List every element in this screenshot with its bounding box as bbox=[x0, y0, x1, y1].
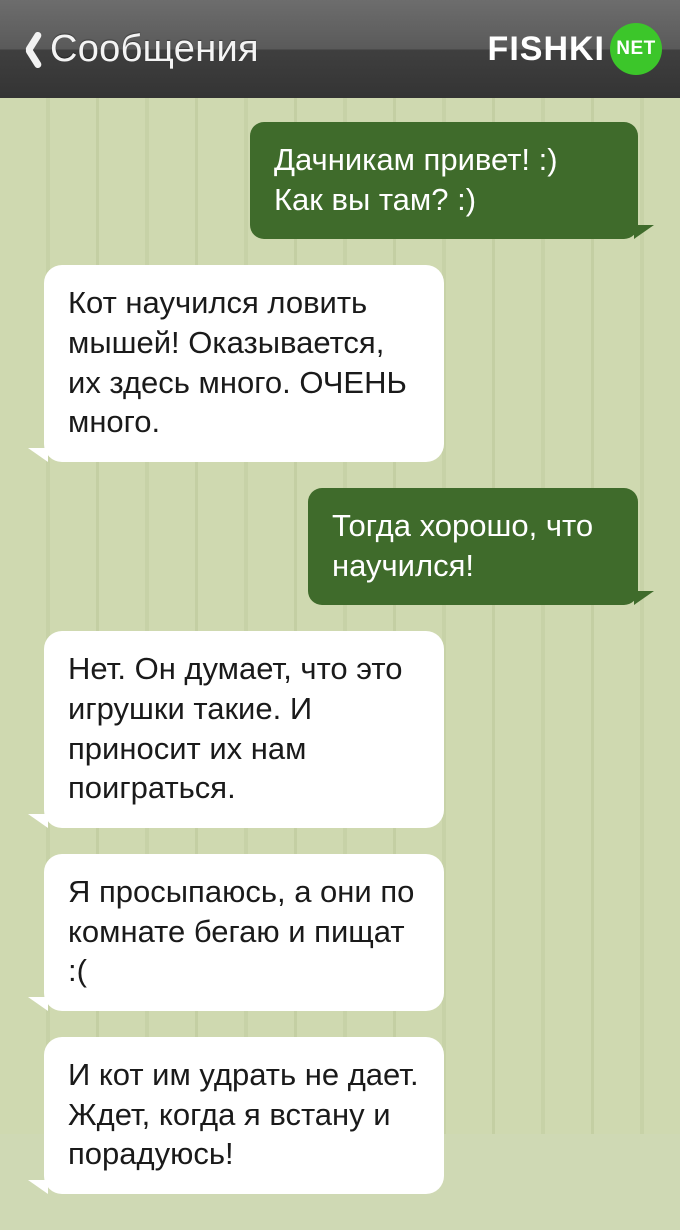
brand-logo bbox=[488, 23, 662, 75]
brand-name: FISHKI bbox=[487, 29, 605, 68]
conversation-list[interactable] bbox=[0, 98, 680, 1230]
back-button-label: Сообщения bbox=[50, 27, 259, 70]
message-bubble-incoming[interactable]: Я просыпаюсь, а они по комнате бегаю и пищат :( bbox=[44, 854, 444, 1011]
message-row bbox=[0, 488, 680, 605]
brand-badge: NET bbox=[610, 23, 662, 75]
message-bubble-outgoing[interactable]: Дачникам привет! :) Как вы там? :) bbox=[250, 122, 638, 239]
message-row bbox=[0, 265, 680, 462]
message-bubble-outgoing[interactable]: Тогда хорошо, что научился! bbox=[308, 488, 638, 605]
message-row bbox=[0, 854, 680, 1011]
message-row bbox=[0, 631, 680, 828]
message-bubble-incoming[interactable]: Нет. Он думает, что это игрушки такие. И приносит их нам поиграться. bbox=[44, 631, 444, 828]
message-row bbox=[0, 122, 680, 239]
message-bubble-incoming[interactable]: И кот им удрать не дает. Ждет, когда я встану и порадуюсь! bbox=[44, 1037, 444, 1194]
message-row bbox=[0, 1037, 680, 1194]
back-button[interactable] bbox=[14, 28, 488, 71]
chevron-left-icon bbox=[14, 29, 40, 69]
message-bubble-incoming[interactable]: Кот научился ловить мышей! Оказывается, их здесь много. ОЧЕНЬ много. bbox=[44, 265, 444, 462]
app-header bbox=[0, 0, 680, 98]
